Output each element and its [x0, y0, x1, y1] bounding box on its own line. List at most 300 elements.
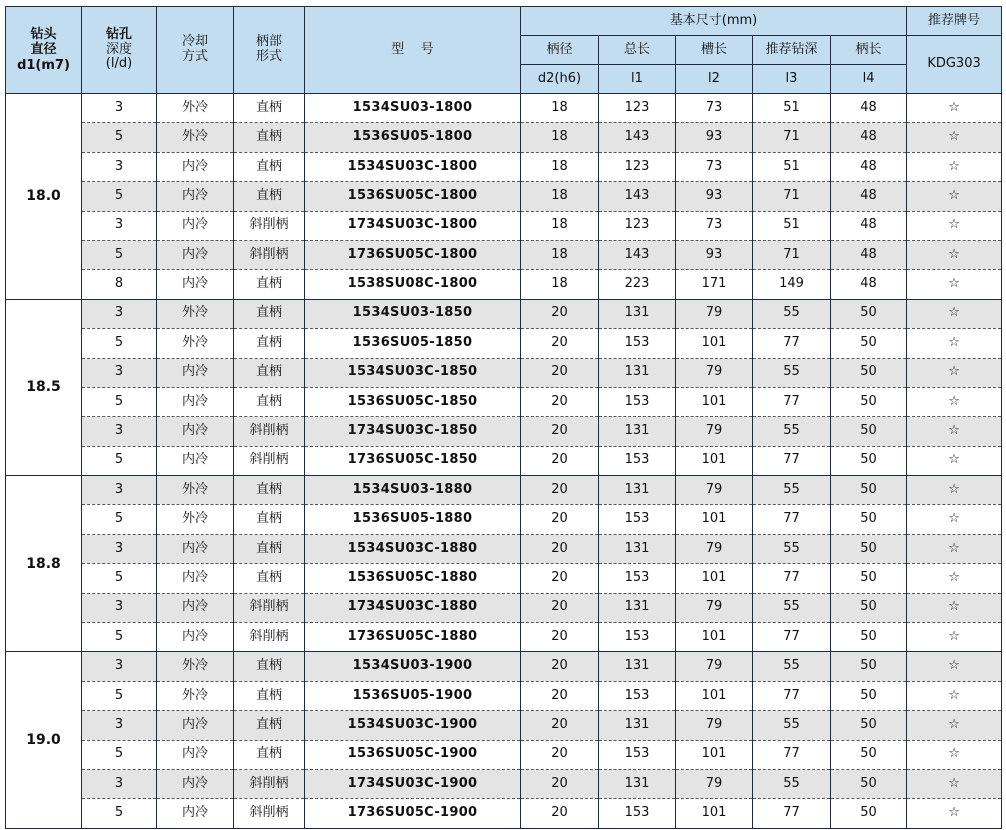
cell-recommend-mark: ☆ — [907, 564, 1002, 593]
cell-recommend-mark: ☆ — [907, 711, 1002, 740]
table-row — [6, 623, 1002, 652]
header-code-l1: l1 — [599, 65, 676, 94]
table-row — [6, 240, 1002, 269]
cell-l2: 101 — [676, 329, 753, 358]
cell-depth: 5 — [82, 329, 157, 358]
cell-model: 1534SU03C-1880 — [305, 534, 521, 563]
cell-model: 1736SU05C-1800 — [305, 240, 521, 269]
cell-l2: 93 — [676, 240, 753, 269]
cell-d2: 20 — [521, 769, 599, 798]
cell-shank: 直柄 — [234, 711, 305, 740]
cell-recommend-mark: ☆ — [907, 270, 1002, 299]
cell-model: 1534SU03-1800 — [305, 94, 521, 123]
cell-depth: 3 — [82, 211, 157, 240]
cell-cooling: 内冷 — [157, 799, 234, 828]
cell-depth: 5 — [82, 182, 157, 211]
cell-d2: 20 — [521, 387, 599, 416]
cell-cooling: 内冷 — [157, 534, 234, 563]
cell-cooling: 内冷 — [157, 182, 234, 211]
table-row — [6, 329, 1002, 358]
table-row — [6, 152, 1002, 181]
cell-depth: 5 — [82, 799, 157, 828]
cell-cooling: 外冷 — [157, 329, 234, 358]
cell-recommend-mark: ☆ — [907, 681, 1002, 710]
header-shank — [234, 7, 305, 94]
cell-l4: 48 — [831, 211, 907, 240]
cell-shank: 直柄 — [234, 681, 305, 710]
cell-l4: 50 — [831, 564, 907, 593]
cell-depth: 5 — [82, 240, 157, 269]
cell-model: 1536SU05-1900 — [305, 681, 521, 710]
cell-l3: 51 — [753, 211, 831, 240]
cell-l3: 77 — [753, 387, 831, 416]
cell-shank: 斜削柄 — [234, 240, 305, 269]
cell-l1: 123 — [599, 94, 676, 123]
cell-depth: 3 — [82, 299, 157, 328]
cell-model: 1536SU05-1850 — [305, 329, 521, 358]
cell-d2: 20 — [521, 711, 599, 740]
cell-l1: 131 — [599, 769, 676, 798]
cell-cooling: 外冷 — [157, 652, 234, 681]
cell-l1: 153 — [599, 623, 676, 652]
cell-l1: 153 — [599, 505, 676, 534]
cell-cooling: 内冷 — [157, 270, 234, 299]
cell-l2: 79 — [676, 593, 753, 622]
cell-l3: 55 — [753, 593, 831, 622]
cell-shank: 直柄 — [234, 505, 305, 534]
cell-l1: 143 — [599, 123, 676, 152]
cell-shank: 直柄 — [234, 476, 305, 505]
cell-model: 1534SU03C-1900 — [305, 711, 521, 740]
cell-l3: 55 — [753, 711, 831, 740]
cell-l4: 48 — [831, 123, 907, 152]
cell-recommend-mark: ☆ — [907, 740, 1002, 769]
cell-recommend-mark: ☆ — [907, 476, 1002, 505]
cell-l4: 50 — [831, 769, 907, 798]
header-cooling-line1: 冷却 — [181, 34, 208, 50]
cell-l3: 55 — [753, 476, 831, 505]
table-header — [6, 7, 1002, 94]
drill-spec-table — [5, 6, 1002, 829]
cell-recommend-mark: ☆ — [907, 799, 1002, 828]
header-code-l4: l4 — [831, 65, 907, 94]
cell-cooling: 内冷 — [157, 211, 234, 240]
cell-diameter: 19.0 — [6, 652, 82, 828]
cell-l4: 50 — [831, 299, 907, 328]
cell-depth: 3 — [82, 711, 157, 740]
cell-l2: 73 — [676, 152, 753, 181]
cell-d2: 18 — [521, 123, 599, 152]
cell-model: 1534SU03-1850 — [305, 299, 521, 328]
cell-d2: 20 — [521, 446, 599, 475]
cell-l1: 123 — [599, 211, 676, 240]
cell-recommend-mark: ☆ — [907, 123, 1002, 152]
cell-l1: 131 — [599, 593, 676, 622]
cell-l3: 55 — [753, 534, 831, 563]
table-row — [6, 211, 1002, 240]
header-diameter — [6, 7, 82, 94]
header-shank-line1: 柄部 — [255, 34, 282, 50]
cell-recommend-mark: ☆ — [907, 152, 1002, 181]
cell-l4: 50 — [831, 740, 907, 769]
cell-l1: 123 — [599, 152, 676, 181]
table-row — [6, 740, 1002, 769]
table-row — [6, 94, 1002, 123]
cell-model: 1534SU03-1900 — [305, 652, 521, 681]
cell-d2: 20 — [521, 799, 599, 828]
cell-model: 1536SU05-1880 — [305, 505, 521, 534]
header-cooling-line2: 方式 — [181, 49, 208, 64]
cell-l4: 50 — [831, 534, 907, 563]
cell-l4: 50 — [831, 652, 907, 681]
cell-l1: 131 — [599, 358, 676, 387]
cell-depth: 5 — [82, 681, 157, 710]
table-row — [6, 681, 1002, 710]
cell-l1: 153 — [599, 564, 676, 593]
cell-recommend-mark: ☆ — [907, 593, 1002, 622]
cell-l1: 131 — [599, 711, 676, 740]
cell-l1: 131 — [599, 534, 676, 563]
cell-l2: 171 — [676, 270, 753, 299]
cell-cooling: 内冷 — [157, 593, 234, 622]
cell-cooling: 外冷 — [157, 299, 234, 328]
cell-d2: 18 — [521, 152, 599, 181]
cell-l2: 101 — [676, 564, 753, 593]
cell-shank: 斜削柄 — [234, 769, 305, 798]
header-dim-total-len: 总长 — [599, 36, 676, 65]
cell-l4: 50 — [831, 476, 907, 505]
cell-l3: 77 — [753, 681, 831, 710]
cell-model: 1538SU08C-1800 — [305, 270, 521, 299]
table-row — [6, 358, 1002, 387]
table-row — [6, 182, 1002, 211]
header-shank-line2: 形式 — [255, 49, 282, 64]
cell-recommend-mark: ☆ — [907, 211, 1002, 240]
cell-recommend-mark: ☆ — [907, 94, 1002, 123]
table-row — [6, 769, 1002, 798]
cell-shank: 直柄 — [234, 740, 305, 769]
cell-l2: 101 — [676, 505, 753, 534]
cell-model: 1734SU03C-1880 — [305, 593, 521, 622]
cell-l3: 149 — [753, 270, 831, 299]
cell-depth: 3 — [82, 94, 157, 123]
cell-depth: 3 — [82, 534, 157, 563]
cell-l2: 101 — [676, 623, 753, 652]
cell-model: 1734SU03C-1900 — [305, 769, 521, 798]
cell-shank: 直柄 — [234, 270, 305, 299]
cell-l4: 50 — [831, 623, 907, 652]
cell-l3: 71 — [753, 123, 831, 152]
header-depth — [82, 7, 157, 94]
cell-cooling: 外冷 — [157, 681, 234, 710]
cell-shank: 直柄 — [234, 358, 305, 387]
cell-recommend-mark: ☆ — [907, 623, 1002, 652]
cell-cooling: 内冷 — [157, 623, 234, 652]
cell-d2: 18 — [521, 240, 599, 269]
cell-d2: 20 — [521, 623, 599, 652]
cell-l2: 79 — [676, 299, 753, 328]
cell-l2: 79 — [676, 711, 753, 740]
cell-model: 1736SU05C-1850 — [305, 446, 521, 475]
cell-l2: 101 — [676, 740, 753, 769]
cell-recommend-mark: ☆ — [907, 240, 1002, 269]
cell-d2: 18 — [521, 211, 599, 240]
header-depth-line3: (l/d) — [105, 56, 133, 72]
header-dim-shank-dia: 柄径 — [521, 36, 599, 65]
cell-l1: 143 — [599, 240, 676, 269]
table-row — [6, 652, 1002, 681]
cell-l3: 77 — [753, 446, 831, 475]
cell-l3: 77 — [753, 329, 831, 358]
cell-l2: 93 — [676, 182, 753, 211]
table-row — [6, 505, 1002, 534]
cell-l4: 48 — [831, 94, 907, 123]
cell-d2: 20 — [521, 358, 599, 387]
cell-shank: 直柄 — [234, 299, 305, 328]
cell-depth: 3 — [82, 652, 157, 681]
cell-l4: 50 — [831, 358, 907, 387]
cell-depth: 5 — [82, 564, 157, 593]
cell-recommend-mark: ☆ — [907, 358, 1002, 387]
cell-model: 1536SU05C-1880 — [305, 564, 521, 593]
cell-diameter: 18.0 — [6, 94, 82, 300]
cell-depth: 5 — [82, 505, 157, 534]
table-row — [6, 299, 1002, 328]
cell-l4: 50 — [831, 387, 907, 416]
cell-cooling: 外冷 — [157, 505, 234, 534]
cell-d2: 20 — [521, 476, 599, 505]
cell-l3: 55 — [753, 769, 831, 798]
header-recommend: 推荐牌号 — [907, 7, 1002, 36]
cell-depth: 3 — [82, 769, 157, 798]
cell-l1: 153 — [599, 681, 676, 710]
cell-depth: 3 — [82, 152, 157, 181]
table-row — [6, 123, 1002, 152]
cell-recommend-mark: ☆ — [907, 329, 1002, 358]
cell-shank: 直柄 — [234, 329, 305, 358]
cell-cooling: 内冷 — [157, 358, 234, 387]
cell-l4: 50 — [831, 681, 907, 710]
cell-d2: 18 — [521, 270, 599, 299]
cell-l3: 51 — [753, 152, 831, 181]
cell-shank: 斜削柄 — [234, 623, 305, 652]
cell-cooling: 外冷 — [157, 476, 234, 505]
cell-shank: 直柄 — [234, 534, 305, 563]
cell-l4: 48 — [831, 240, 907, 269]
cell-l4: 50 — [831, 799, 907, 828]
cell-l3: 55 — [753, 299, 831, 328]
cell-recommend-mark: ☆ — [907, 534, 1002, 563]
cell-l4: 48 — [831, 182, 907, 211]
cell-recommend-mark: ☆ — [907, 299, 1002, 328]
cell-shank: 斜削柄 — [234, 593, 305, 622]
cell-shank: 斜削柄 — [234, 211, 305, 240]
cell-d2: 20 — [521, 534, 599, 563]
cell-l3: 51 — [753, 94, 831, 123]
cell-l4: 50 — [831, 329, 907, 358]
cell-shank: 直柄 — [234, 564, 305, 593]
cell-model: 1734SU03C-1800 — [305, 211, 521, 240]
cell-l4: 50 — [831, 417, 907, 446]
cell-l4: 50 — [831, 711, 907, 740]
cell-cooling: 内冷 — [157, 740, 234, 769]
cell-recommend-mark: ☆ — [907, 652, 1002, 681]
cell-l1: 131 — [599, 476, 676, 505]
cell-l3: 71 — [753, 240, 831, 269]
cell-d2: 20 — [521, 652, 599, 681]
header-cooling — [157, 7, 234, 94]
cell-depth: 5 — [82, 446, 157, 475]
cell-d2: 20 — [521, 329, 599, 358]
table-row — [6, 446, 1002, 475]
cell-model: 1536SU05-1800 — [305, 123, 521, 152]
cell-l3: 77 — [753, 799, 831, 828]
header-code-l3: l3 — [753, 65, 831, 94]
cell-d2: 18 — [521, 182, 599, 211]
cell-shank: 直柄 — [234, 387, 305, 416]
cell-d2: 20 — [521, 740, 599, 769]
cell-l1: 153 — [599, 799, 676, 828]
table-row — [6, 270, 1002, 299]
cell-d2: 20 — [521, 417, 599, 446]
table-row — [6, 593, 1002, 622]
table-body — [6, 94, 1002, 829]
cell-l3: 55 — [753, 417, 831, 446]
cell-recommend-mark: ☆ — [907, 446, 1002, 475]
cell-model: 1534SU03C-1800 — [305, 152, 521, 181]
cell-d2: 20 — [521, 505, 599, 534]
cell-l2: 79 — [676, 769, 753, 798]
table-row — [6, 387, 1002, 416]
cell-l1: 153 — [599, 387, 676, 416]
header-basic-dims: 基本尺寸(mm) — [521, 7, 907, 36]
header-model: 型 号 — [305, 7, 521, 94]
cell-l1: 131 — [599, 652, 676, 681]
cell-l3: 55 — [753, 652, 831, 681]
table-row — [6, 711, 1002, 740]
table-row — [6, 799, 1002, 828]
cell-d2: 20 — [521, 299, 599, 328]
cell-model: 1536SU05C-1850 — [305, 387, 521, 416]
cell-model: 1534SU03C-1850 — [305, 358, 521, 387]
header-code-d2: d2(h6) — [521, 65, 599, 94]
cell-l2: 101 — [676, 799, 753, 828]
cell-shank: 斜削柄 — [234, 446, 305, 475]
cell-l1: 153 — [599, 446, 676, 475]
cell-model: 1536SU05C-1900 — [305, 740, 521, 769]
header-depth-line1: 钻孔 — [105, 26, 132, 42]
header-dim-flute-len: 槽长 — [676, 36, 753, 65]
cell-recommend-mark: ☆ — [907, 417, 1002, 446]
cell-shank: 直柄 — [234, 152, 305, 181]
cell-l2: 101 — [676, 387, 753, 416]
cell-l3: 77 — [753, 740, 831, 769]
cell-shank: 直柄 — [234, 652, 305, 681]
cell-depth: 8 — [82, 270, 157, 299]
cell-cooling: 内冷 — [157, 417, 234, 446]
cell-d2: 20 — [521, 564, 599, 593]
cell-l2: 79 — [676, 476, 753, 505]
cell-l1: 153 — [599, 329, 676, 358]
cell-l4: 48 — [831, 270, 907, 299]
cell-l1: 223 — [599, 270, 676, 299]
cell-l2: 79 — [676, 358, 753, 387]
cell-l4: 48 — [831, 152, 907, 181]
cell-model: 1734SU03C-1850 — [305, 417, 521, 446]
cell-recommend-mark: ☆ — [907, 182, 1002, 211]
cell-l2: 79 — [676, 652, 753, 681]
cell-cooling: 内冷 — [157, 769, 234, 798]
cell-cooling: 外冷 — [157, 94, 234, 123]
cell-l1: 131 — [599, 417, 676, 446]
cell-l1: 153 — [599, 740, 676, 769]
cell-shank: 直柄 — [234, 123, 305, 152]
cell-diameter: 18.8 — [6, 476, 82, 652]
cell-shank: 直柄 — [234, 182, 305, 211]
cell-model: 1736SU05C-1900 — [305, 799, 521, 828]
header-diameter-line2: 直径 — [30, 42, 57, 58]
cell-l4: 50 — [831, 593, 907, 622]
cell-d2: 18 — [521, 94, 599, 123]
cell-l3: 77 — [753, 564, 831, 593]
cell-cooling: 外冷 — [157, 123, 234, 152]
header-diameter-line1: 钻头 — [30, 26, 57, 42]
cell-l2: 79 — [676, 534, 753, 563]
cell-model: 1736SU05C-1880 — [305, 623, 521, 652]
table-row — [6, 564, 1002, 593]
cell-l3: 71 — [753, 182, 831, 211]
cell-diameter: 18.5 — [6, 299, 82, 475]
cell-recommend-mark: ☆ — [907, 387, 1002, 416]
cell-shank: 直柄 — [234, 94, 305, 123]
cell-recommend-mark: ☆ — [907, 505, 1002, 534]
cell-l3: 77 — [753, 505, 831, 534]
cell-depth: 3 — [82, 593, 157, 622]
header-grade: KDG303 — [907, 36, 1002, 94]
cell-shank: 斜削柄 — [234, 799, 305, 828]
cell-depth: 5 — [82, 123, 157, 152]
cell-depth: 3 — [82, 417, 157, 446]
header-dim-shank-len: 柄长 — [831, 36, 907, 65]
cell-cooling: 内冷 — [157, 387, 234, 416]
cell-cooling: 内冷 — [157, 711, 234, 740]
cell-l2: 93 — [676, 123, 753, 152]
header-dim-rec-depth: 推荐钻深 — [753, 36, 831, 65]
cell-l3: 77 — [753, 623, 831, 652]
cell-l2: 73 — [676, 94, 753, 123]
cell-depth: 3 — [82, 476, 157, 505]
cell-depth: 5 — [82, 623, 157, 652]
cell-l3: 55 — [753, 358, 831, 387]
cell-cooling: 内冷 — [157, 446, 234, 475]
cell-depth: 5 — [82, 740, 157, 769]
cell-cooling: 内冷 — [157, 564, 234, 593]
cell-depth: 5 — [82, 387, 157, 416]
cell-recommend-mark: ☆ — [907, 769, 1002, 798]
cell-l4: 50 — [831, 505, 907, 534]
cell-cooling: 内冷 — [157, 240, 234, 269]
cell-l2: 79 — [676, 417, 753, 446]
table-row — [6, 476, 1002, 505]
cell-cooling: 内冷 — [157, 152, 234, 181]
cell-model: 1534SU03-1880 — [305, 476, 521, 505]
cell-model: 1536SU05C-1800 — [305, 182, 521, 211]
cell-l4: 50 — [831, 446, 907, 475]
header-code-l2: l2 — [676, 65, 753, 94]
cell-l1: 131 — [599, 299, 676, 328]
cell-d2: 20 — [521, 681, 599, 710]
cell-l2: 101 — [676, 681, 753, 710]
